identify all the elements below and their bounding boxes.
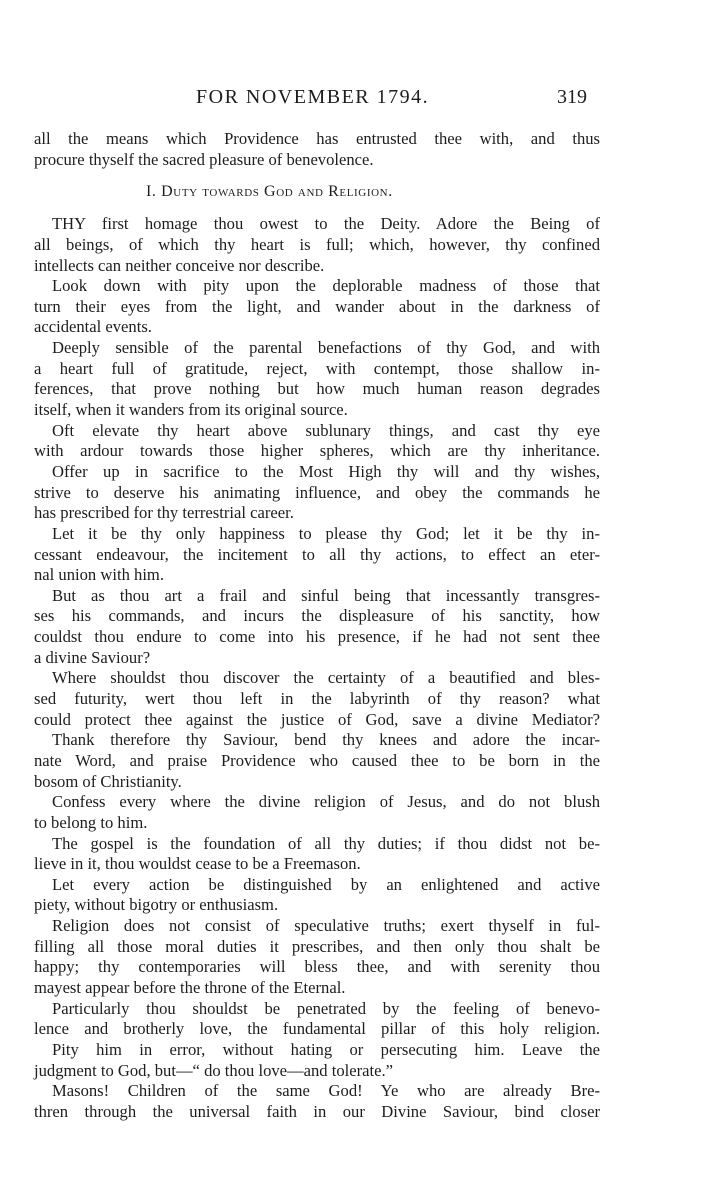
text-line: Look down with pity upon the deplorable madness of those that — [52, 276, 600, 296]
text-line: itself, when it wanders from its original source. — [34, 400, 348, 420]
body-text — [34, 129, 600, 1122]
text-line: Confess every where the divine religion of Jesus, and do not blush — [52, 792, 600, 812]
text-line: mayest appear before the throne of the Eternal. — [34, 977, 346, 997]
text-line: all beings, of which thy heart is full; which, however, thy confined — [34, 234, 600, 254]
text-line: Deeply sensible of the parental benefactions of thy God, and with — [52, 338, 600, 358]
text-line: has prescribed for thy terrestrial career. — [34, 503, 294, 523]
text-line: procure thyself the sacred pleasure of benevolence. — [34, 149, 374, 169]
text-line: accidental events. — [34, 317, 152, 337]
text-line: THY first homage thou owest to the Deity. Adore the Being of — [52, 214, 600, 234]
page-number: 319 — [557, 86, 587, 108]
text-line: lieve in it, thou wouldst cease to be a Freemason. — [34, 854, 361, 874]
text-line: Thank therefore thy Saviour, bend thy knees and adore the incar- — [52, 730, 600, 750]
text-line: turn their eyes from the light, and wander about in the darkness of — [34, 296, 600, 316]
running-title: FOR NOVEMBER 1794. — [196, 86, 430, 108]
text-line: filling all those moral duties it prescribes, and then only thou shalt be — [34, 936, 600, 956]
text-line: The gospel is the foundation of all thy duties; if thou didst not be- — [52, 833, 600, 853]
text-line: piety, without bigotry or enthusiasm. — [34, 895, 279, 915]
text-line: Where shouldst thou discover the certainty of a beautified and bles- — [52, 668, 600, 688]
text-line: But as thou art a frail and sinful being that incessantly transgres- — [52, 585, 600, 605]
text-line: Let every action be distinguished by an enlightened and active — [52, 874, 600, 894]
text-line: Masons! Children of the same God! Ye who are already Bre- — [52, 1081, 600, 1101]
text-line: cessant endeavour, the incitement to all thy actions, to effect an eter- — [34, 544, 600, 564]
text-line: Religion does not consist of speculative truths; exert thyself in ful- — [52, 916, 600, 936]
text-line: nal union with him. — [34, 565, 164, 585]
text-line: intellects can neither conceive nor describe. — [34, 255, 325, 275]
text-line: nate Word, and praise Providence who caused thee to be born in the — [34, 750, 600, 770]
text-line: could protect thee against the justice of God, save a divine Mediator? — [34, 709, 600, 729]
text-line: bosom of Christianity. — [34, 771, 182, 791]
text-line: judgment to God, but—“ do thou love—and tolerate.” — [34, 1060, 393, 1080]
text-line: ses his commands, and incurs the displeasure of his sanctity, how — [34, 606, 600, 626]
page-header — [0, 86, 712, 116]
section-heading: I. Duty towards God and Religion. — [146, 183, 393, 201]
text-line: a divine Saviour? — [34, 647, 151, 667]
text-line: Let it be thy only happiness to please thy God; let it be thy in- — [52, 523, 600, 543]
text-line: lence and brotherly love, the fundamental pillar of this holy religion. — [34, 1019, 600, 1039]
text-line: all the means which Providence has entrusted thee with, and thus — [34, 129, 600, 148]
text-line: Pity him in error, without hating or persecuting him. Leave the — [52, 1039, 600, 1059]
text-line: happy; thy contemporaries will bless thee, and with serenity thou — [34, 957, 600, 977]
text-line: sed futurity, wert thou left in the labyrinth of thy reason? what — [34, 689, 600, 709]
text-line: strive to deserve his animating influence, and obey the commands he — [34, 482, 600, 502]
text-line: Offer up in sacrifice to the Most High thy will and thy wishes, — [52, 461, 600, 481]
text-line: ferences, that prove nothing but how much human reason degrades — [34, 379, 600, 399]
text-line: Particularly thou shouldst be penetrated by the feeling of benevo- — [52, 998, 600, 1018]
text-line: a heart full of gratitude, reject, with contempt, those shallow in- — [34, 358, 600, 378]
text-line: with ardour towards those higher spheres, which are thy inheritance. — [34, 441, 600, 461]
text-line: Oft elevate thy heart above sublunary things, and cast thy eye — [52, 420, 600, 440]
text-line: to belong to him. — [34, 812, 148, 832]
text-line: thren through the universal faith in our Divine Saviour, bind closer — [34, 1101, 600, 1121]
text-line: couldst thou endure to come into his presence, if he had not sent thee — [34, 627, 600, 647]
